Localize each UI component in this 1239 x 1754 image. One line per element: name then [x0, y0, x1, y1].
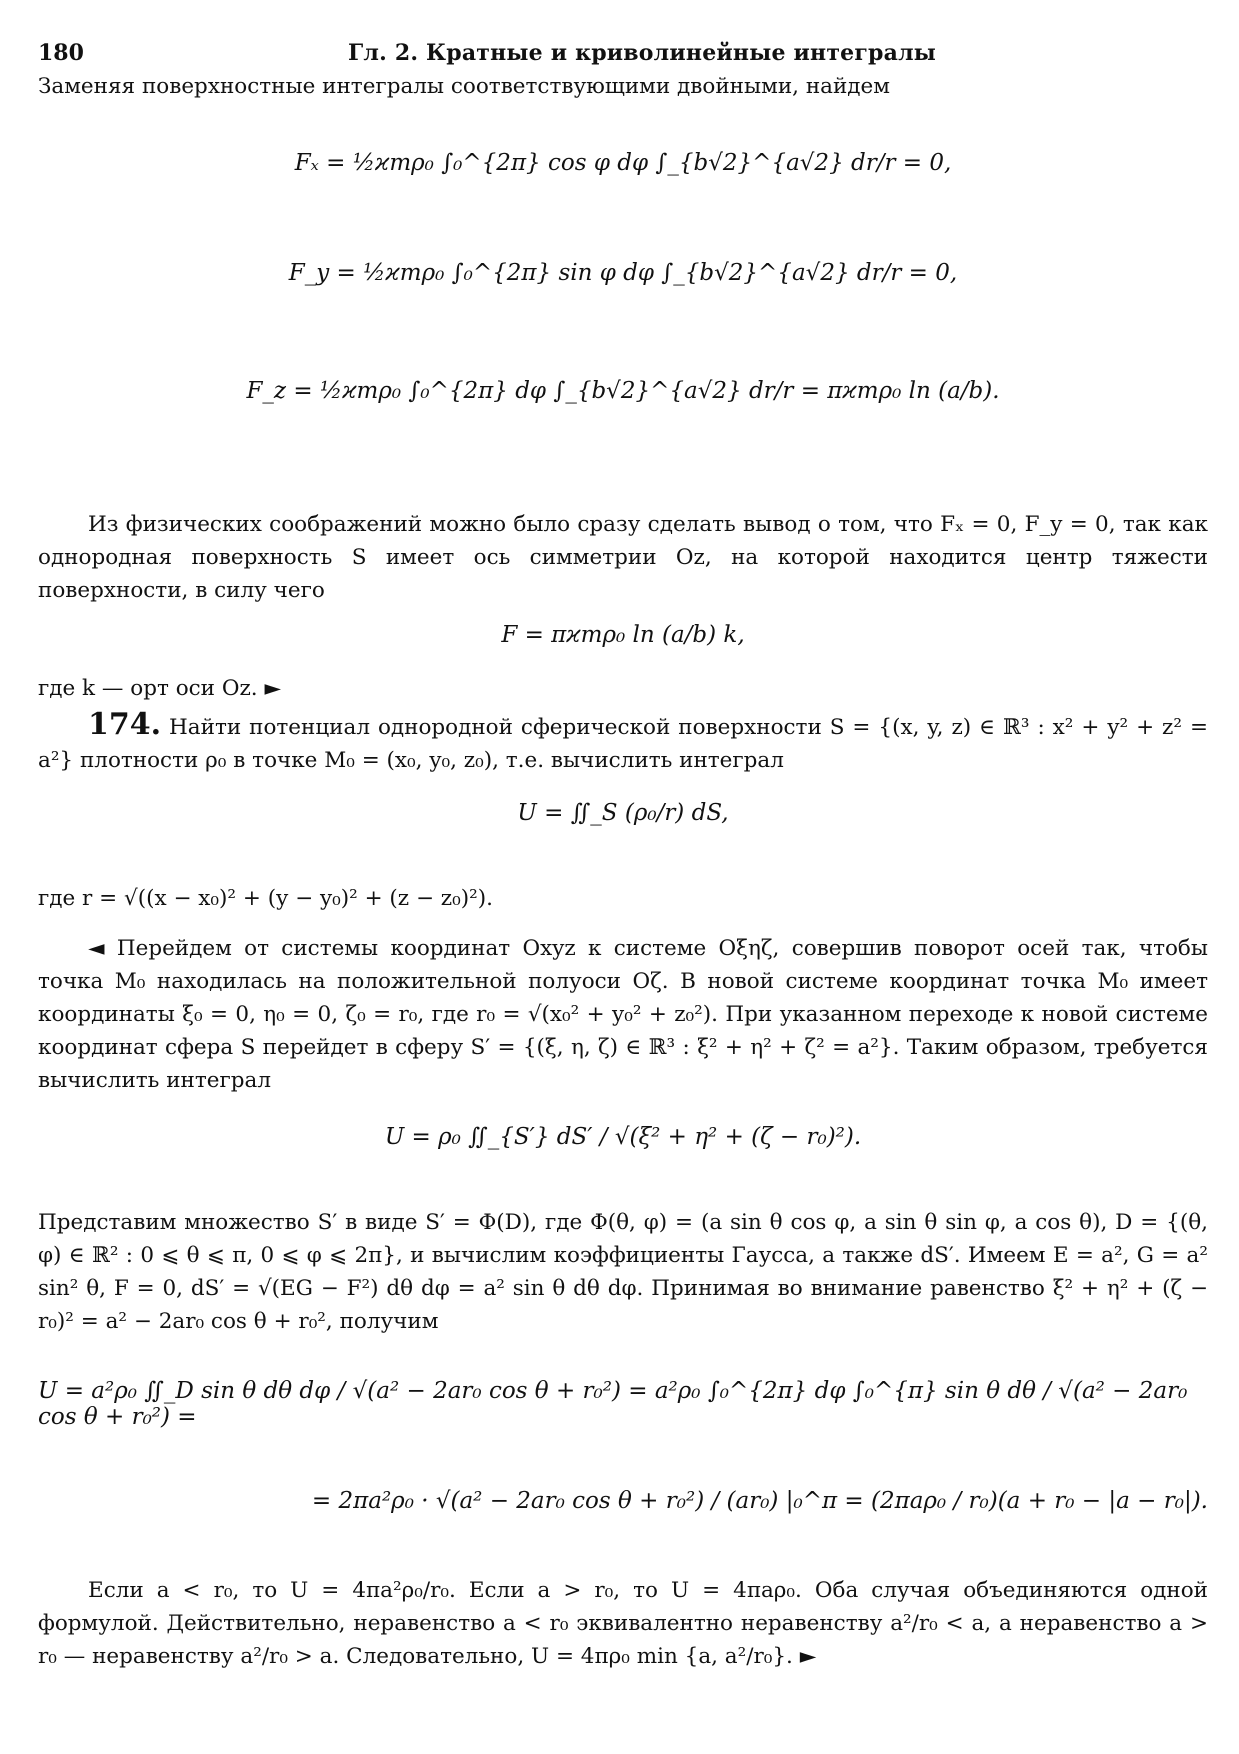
equation-f-vector: F = πϰmρ₀ ln (a/b) k,: [501, 622, 745, 648]
equation-fz: F_z = ½ϰmρ₀ ∫₀^{2π} dφ ∫_{b√2}^{a√2} dr/r = πϰmρ₀ ln (a/b).: [246, 378, 1000, 404]
intro-text: Заменяя поверхностные интегралы соответствующими двойными, найдем: [38, 74, 890, 99]
equation-fy: F_y = ½ϰmρ₀ ∫₀^{2π} sin φ dφ ∫_{b√2}^{a√2} dr/r = 0,: [288, 260, 958, 286]
page-header: [38, 38, 1198, 74]
equation-u-calc-1: U = a²ρ₀ ∬_D sin θ dθ dφ / √(a² − 2ar₀ cos θ + r₀²) = a²ρ₀ ∫₀^{2π} dφ ∫₀^{π} sin θ dθ / √(a² − 2ar₀ cos θ + r₀²) =: [38, 1378, 1188, 1430]
equation-u-definition: U = ∬_S (ρ₀/r) dS,: [517, 800, 729, 826]
equation-u-prime: U = ρ₀ ∬_{S′} dS′ / √(ξ² + η² + (ζ − r₀)²).: [384, 1124, 862, 1150]
problem-number: 174.: [88, 707, 162, 742]
page-number: 180: [38, 40, 84, 66]
k-note: где k — орт оси Oz. ►: [38, 676, 281, 701]
running-head: Гл. 2. Кратные и криволинейные интегралы: [348, 40, 937, 66]
problem-174: [38, 708, 1208, 777]
solution-part-1: ◄ Перейдем от системы координат Oxyz к системе Oξηζ, совершив поворот осей так, чтобы точка M₀ находилась на положительной полуоси Oζ. В новой системе координат точка M₀ имеет координаты ξ₀ = 0, η₀ = 0, ζ₀ = r₀, где r₀ = √(x₀² + y₀² + z₀²). При указанном переходе к новой системе координат сфера S перейдет в сферу S′ = {(ξ, η, ζ) ∈ ℝ³ : ξ² + η² + ζ² = a²}. Таким образом, требуется вычислить интеграл: [38, 936, 1208, 1093]
conclusion-text: Если a < r₀, то U = 4πa²ρ₀/r₀. Если a > r₀, то U = 4πaρ₀. Оба случая объединяются одной формулой. Действительно, неравенство a < r₀ эквивалентно неравенству a²/r₀ < a, а неравенство a > r₀ — неравенству a²/r₀ > a. Следовательно, U = 4πρ₀ min {a, a²/r₀}. ►: [38, 1578, 1208, 1669]
physical-note: Из физических соображений можно было сразу сделать вывод о том, что Fₓ = 0, F_y = 0, так как однородная поверхность S имеет ось симметрии Oz, на которой находится центр тяжести поверхности, в силу чего: [38, 512, 1208, 603]
problem-text: Найти потенциал однородной сферической поверхности S = {(x, y, z) ∈ ℝ³ : x² + y² + z² = a²} плотности ρ₀ в точке M₀ = (x₀, y₀, z₀), т.е. вычислить интеграл: [38, 715, 1208, 773]
solution-part-2: Представим множество S′ в виде S′ = Φ(D), где Φ(θ, φ) = (a sin θ cos φ, a sin θ sin φ, a cos θ), D = {(θ, φ) ∈ ℝ² : 0 ⩽ θ ⩽ π, 0 ⩽ φ ⩽ 2π}, и вычислим коэффициенты Гаусса, а также dS′. Имеем E = a², G = a² sin² θ, F = 0, dS′ = √(EG − F²) dθ dφ = a² sin θ dθ dφ. Принимая во внимание равенство ξ² + η² + (ζ − r₀)² = a² − 2ar₀ cos θ + r₀², получим: [38, 1210, 1208, 1334]
equation-u-calc-2: = 2πa²ρ₀ · √(a² − 2ar₀ cos θ + r₀²) / (ar₀) |₀^π = (2πaρ₀ / r₀)(a + r₀ − |a − r₀|).: [311, 1488, 1208, 1514]
r-definition: где r = √((x − x₀)² + (y − y₀)² + (z − z₀)²).: [38, 886, 493, 911]
equation-fx: Fₓ = ½ϰmρ₀ ∫₀^{2π} cos φ dφ ∫_{b√2}^{a√2} dr/r = 0,: [294, 150, 952, 176]
